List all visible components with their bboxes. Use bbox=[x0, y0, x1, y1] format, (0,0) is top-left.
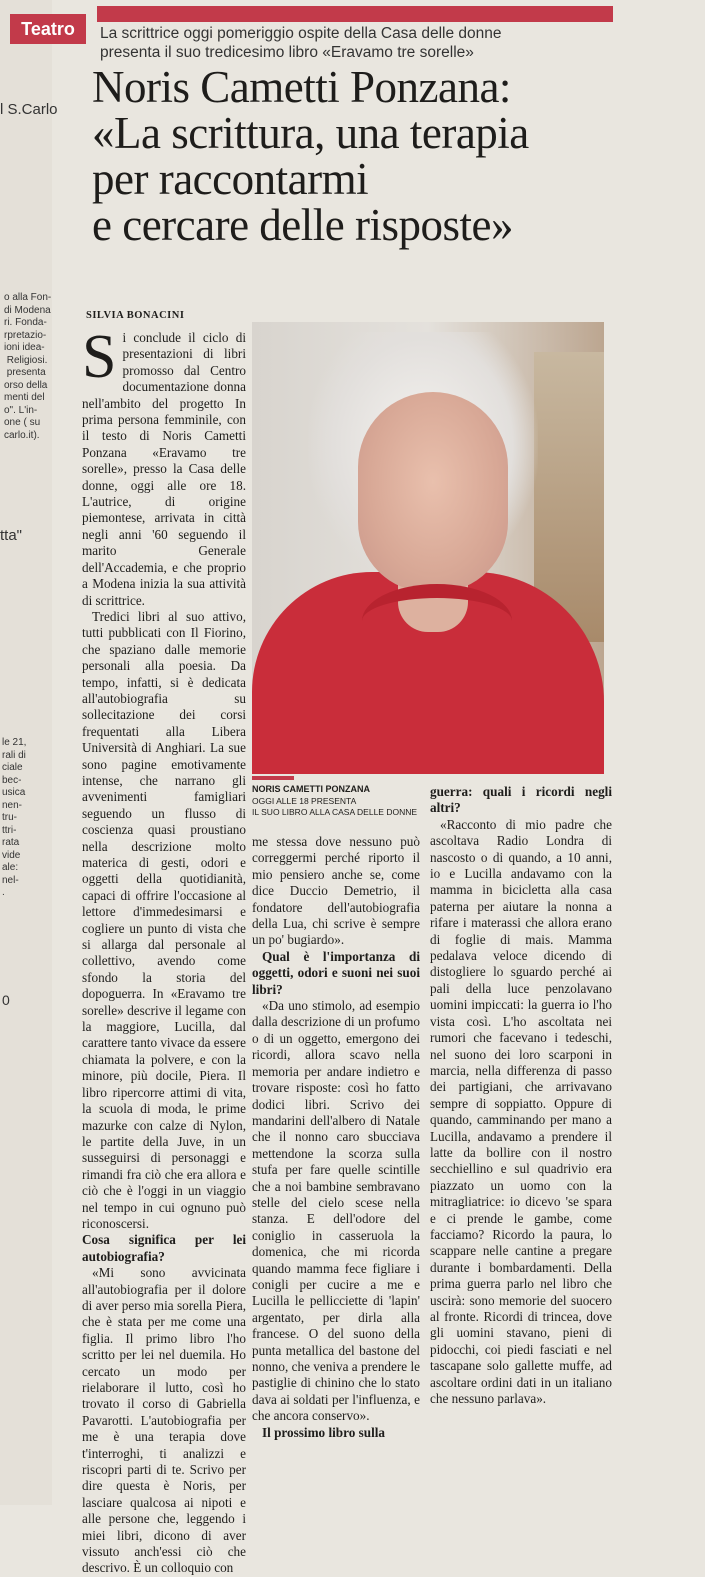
caption-line-1: OGGI ALLE 18 PRESENTA bbox=[252, 795, 357, 806]
kicker-line-1: La scrittrice oggi pomeriggio ospite della Casa delle donne bbox=[100, 25, 502, 42]
author-photo bbox=[252, 322, 604, 774]
headline-line-2: «La scrittura, una terapia bbox=[92, 108, 529, 158]
paragraph bbox=[82, 323, 246, 609]
paragraph: me stessa dove nessuno può correggermi perché riporto il mio pensiero anche se, come dice Duccio Demetrio, il fondatore dell'autobiografia della Lua, chi scrive è sempre un po' bugiardo». bbox=[252, 834, 420, 948]
caption-name: NORIS CAMETTI PONZANA bbox=[252, 784, 370, 794]
article-column-2 bbox=[252, 834, 420, 1441]
neighbor-label-mid: tta" bbox=[0, 527, 23, 544]
question: Il prossimo libro sulla bbox=[262, 1424, 385, 1440]
kicker-line-2: presenta il suo tredicesimo libro «Eravamo tre sorelle» bbox=[100, 44, 474, 61]
neighbor-digit: 0 bbox=[2, 992, 10, 1008]
caption-line-2: IL SUO LIBRO ALLA CASA DELLE DONNE bbox=[252, 807, 418, 817]
question: Qual è l'importanza di oggetti, odori e suoni nei suoi libri? bbox=[252, 948, 420, 997]
photo-collar bbox=[362, 584, 512, 658]
paragraph: Tredici libri al suo attivo, tutti pubblicati con Il Fiorino, che spaziano dalle memorie personali alla poesia. Da tempo, infatti, si è dedicata all'autobiografia su sollecitazione dei corsi frequentati alla Libera Università di Anghiari. La sue sono pagine emotivamente intense, che narrano gli avvenimenti famigliari seguendo un flusso di coscienza quasi proustiano nella descrizione molto materica di gesti, odori e oggetti della quotidianità, capaci di offrire l'occasione al lettore d'immedesimarsi e cogliere un punto di vista che si allarga dal personale al collettivo, avendo come sfondo la storia del dopoguerra. In «Eravamo tre sorelle» descrive il legame con la maggiore, Lucilla, dal carattere tanto vivace da essere chiamata la polvere, e con la minore, più docile, Piera. Il libro ripercorre attimi di vita, la scuola di moda, le prime mazurke con calze di Nylon, le partite della Juve, in un susseguirsi di personaggi e rimandi fra ciò che era allora e ciò che è l'oggi in un viaggio nel tempo in cui ognuno può riconoscersi. bbox=[82, 608, 247, 1231]
headline-line-4: e cercare delle risposte» bbox=[92, 200, 513, 250]
article-column-3 bbox=[430, 784, 612, 1407]
paragraph-text: i conclude il ciclo di presentazioni di libri promosso dal Centro documentazione donna nell'ambito del progetto In prima persona femminile, con il testo di Noris Cametti Ponzana «Eravamo tre sorelle», presso la Casa delle donne, oggi alle ore 18. L'autrice, di origine piemontese, arrivata in città negli anni '60 seguendo il marito Generale dell'Accademia, e che proprio a Modena inizia la sua attività di scrittrice. bbox=[82, 330, 246, 608]
headline-line-1: Noris Cametti Ponzana: bbox=[92, 62, 511, 112]
kicker bbox=[100, 24, 560, 62]
headline bbox=[92, 64, 612, 248]
neighbor-column-top: o alla Fon- di Modena ri. Fonda- rpretazio- ioni idea- Religiosi. presenta orso della menti del o". L'in- one ( su carlo.it). bbox=[4, 292, 52, 441]
paragraph: «Da uno stimolo, ad esempio dalla descrizione di un profumo o di un oggetto, emergono dei ricordi, allora scavo nella memoria per andare indietro e trovare risposte: così ho fatto dodici libri. Scrivo dei mandarini dell'albero di Natale che il nonno caro sbucciava mettendone la scorza sulla stufa per fare quelle scintille che a noi bambine sembravano stelle del cielo scese nella stanza. E dell'odore del coniglio in casseruola la domenica, che mi ricorda quando mamma fece figliare i conigli per cucire a me e Lucilla le pellicciette di 'lapin' argentato, per dirla alla francese. O del suono della punta metallica del bastone del nonno, che veniva a prendere le pastiglie di chinino che lo stato dava ai soldati per l'influenza, e che ancora conservo». bbox=[252, 998, 420, 1424]
headline-line-3: per raccontarmi bbox=[92, 154, 369, 204]
section-color-bar bbox=[97, 6, 613, 22]
section-tag: Teatro bbox=[10, 14, 86, 44]
drop-cap: S bbox=[82, 323, 117, 391]
photo-face bbox=[358, 392, 508, 592]
question: Cosa significa per lei autobiografia? bbox=[82, 1232, 246, 1264]
article-column-1 bbox=[82, 323, 247, 1577]
paragraph: «Mi sono avvicinata all'autobiografia per il dolore di aver perso mia sorella Piera, che è stata per me come una figlia. Il primo libro l'ho scritto per lei nel duemila. Ho cercato un modo per rielaborare il lutto, così ho trovato il corso di Gabriella Pavarotti. L'autobiografia per me è una terapia dove t'interroghi, ti analizzi e riscopri parti di te. Scrivo per dire questa è Noris, per lasciare qualcosa ai nipoti e alle persone che, leggendo i miei libri, dicono di aver vissuto anch'essi ciò che descrivo. È un colloquio con bbox=[82, 1265, 246, 1576]
byline: SILVIA BONACINI bbox=[86, 310, 185, 321]
neighbor-label-top: l S.Carlo bbox=[0, 101, 58, 118]
photo-caption bbox=[252, 784, 422, 819]
question: guerra: quali i ricordi negli altri? bbox=[430, 784, 612, 816]
caption-rule bbox=[252, 776, 294, 780]
neighbor-column-lower: le 21, rali di ciale bec- usica nen- tru- ttri- rata vide ale: nel- . bbox=[2, 737, 27, 898]
paragraph: «Racconto di mio padre che ascoltava Radio Londra di nascosto o di quando, a 10 anni, io e Lucilla andavamo con la mamma in bicicletta alla casa paterna per aiutare la nonna a rifare i materassi che allora erano di foglie di mais. Mamma pedalava veloce dicendo di distogliere lo sguardo perché ai pali della luce penzolavano uomini impiccati: la guerra io l'ho vista così. L'ho ascoltata nei rumori che facevano i tedeschi, nel suono dei loro scarponi in marcia, nella differenza di passo dei partigiani, che arrivavano sempre di soppiatto. Oppure di quando, camminando per mano a Lucilla, andavamo a prendere il latte da bollire con il nostro secchiellino e sul quadrivio era piazzato un uomo con la mitragliatrice: io dicevo 'se spara e ci prende le gambe, come facciamo? Ricordo la paura, lo scappare nelle cantine a pregare durante i bombardamenti. Della prima guerra parlo nel libro che uscirà: sono memorie del suocero al fronte. Ricordi di trincea, dove gli uomini stavano, pieni di pidocchi, coi piedi fasciati e nel tascapane solo gallette muffe, ad ascoltare ordini dati in un italiano che nessuno parlava». bbox=[430, 816, 612, 1407]
